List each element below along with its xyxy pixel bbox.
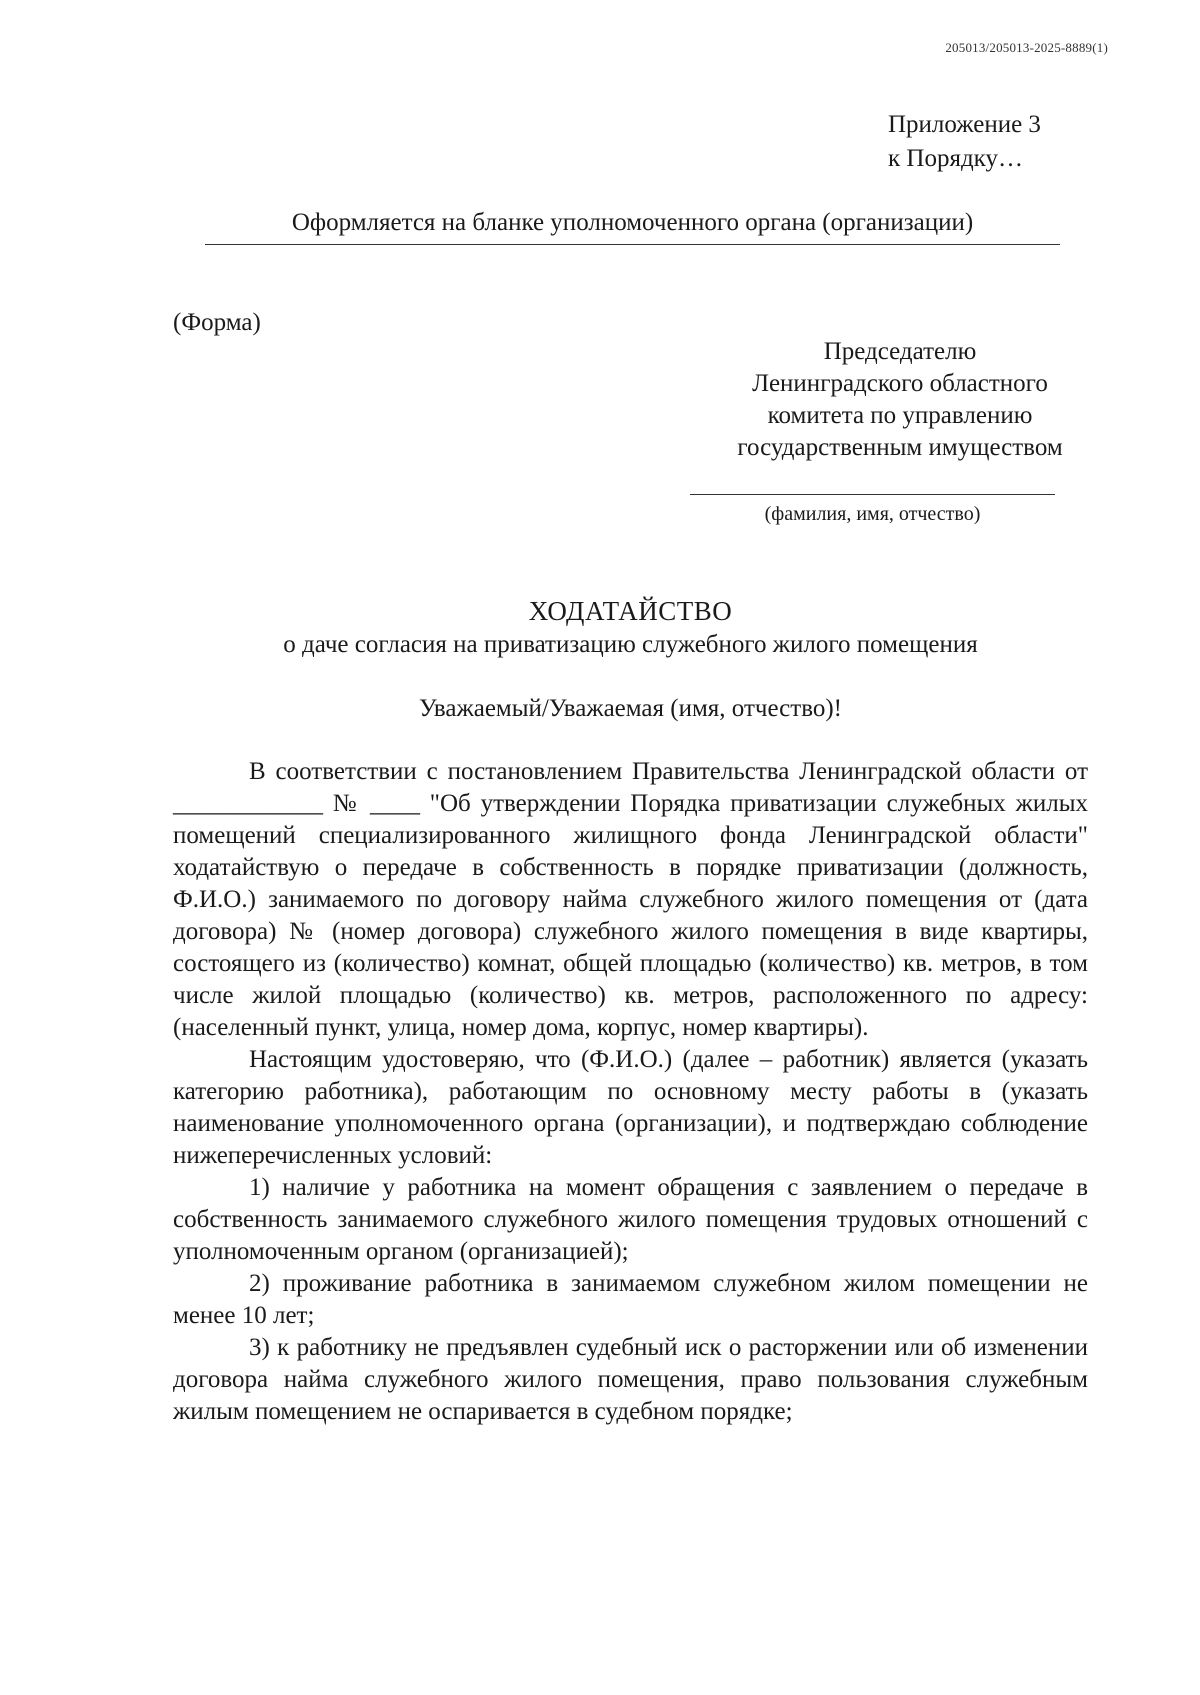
document-title: ХОДАТАЙСТВО bbox=[528, 596, 733, 626]
addressee-name-caption: (фамилия, имя, отчество) bbox=[764, 503, 981, 525]
addressee-block bbox=[690, 336, 1110, 464]
appendix-reference bbox=[888, 108, 1041, 176]
letterhead-note: Оформляется на бланке уполномоченного органа (организации) bbox=[291, 209, 974, 236]
document-subtitle: о даче согласия на приватизацию служебного жилого помещения bbox=[283, 631, 978, 658]
addressee-line-3: комитета по управлению bbox=[767, 402, 1033, 429]
form-label: (Форма) bbox=[173, 309, 261, 336]
paragraph-request: В соответствии с постановлением Правительства Ленинградской области от ____________ № ____ "Об утверждении Порядка приватизации служебных жилых помещений специализированного жилищного фонда Ленинградской области" ходатайствую о передаче в собственность в порядке приватизации (должность, Ф.И.О.) занимаемого по договору найма служебного жилого помещения от (дата договора) № (номер договора) служебного жилого помещения в виде квартиры, состоящего из (количество) комнат, общей площадью (количество) кв. метров, в том числе жилой площадью (количество) кв. метров, расположенного по адресу: (населенный пункт, улица, номер дома, корпус, номер квартиры). bbox=[173, 758, 1088, 1041]
paragraph-certification: Настоящим удостоверяю, что (Ф.И.О.) (далее – работник) является (указать категорию работника), работающим по основному месту работы в (указать наименование уполномоченного органа (организации), и подтверждаю соблюдение нижеперечисленных условий: bbox=[173, 1046, 1088, 1169]
letterhead-rule bbox=[205, 244, 1060, 245]
condition-item-2: 2) проживание работника в занимаемом служебном жилом помещении не менее 10 лет; bbox=[173, 1270, 1088, 1329]
appendix-line-1: Приложение 3 bbox=[888, 111, 1041, 138]
addressee-name-blank bbox=[690, 494, 1055, 495]
appendix-line-2: к Порядку… bbox=[888, 145, 1023, 172]
condition-item-3: 3) к работнику не предъявлен судебный иск о расторжении или об изменении договора найма служебного жилого помещения, право пользования служебным жилым помещением не оспаривается в судебном порядке; bbox=[173, 1334, 1088, 1425]
addressee-line-2: Ленинградского областного bbox=[752, 370, 1048, 397]
addressee-line-1: Председателю bbox=[823, 338, 977, 365]
condition-item-1: 1) наличие у работника на момент обращения с заявлением о передаче в собственность занимаемого служебного жилого помещения трудовых отношений с уполномоченным органом (организацией); bbox=[173, 1174, 1088, 1265]
document-body bbox=[173, 756, 1088, 1428]
greeting: Уважаемый/Уважаемая (имя, отчество)! bbox=[419, 695, 842, 722]
document-registration-number: 205013/205013-2025-8889(1) bbox=[945, 40, 1108, 55]
addressee-line-4: государственным имуществом bbox=[737, 434, 1063, 461]
